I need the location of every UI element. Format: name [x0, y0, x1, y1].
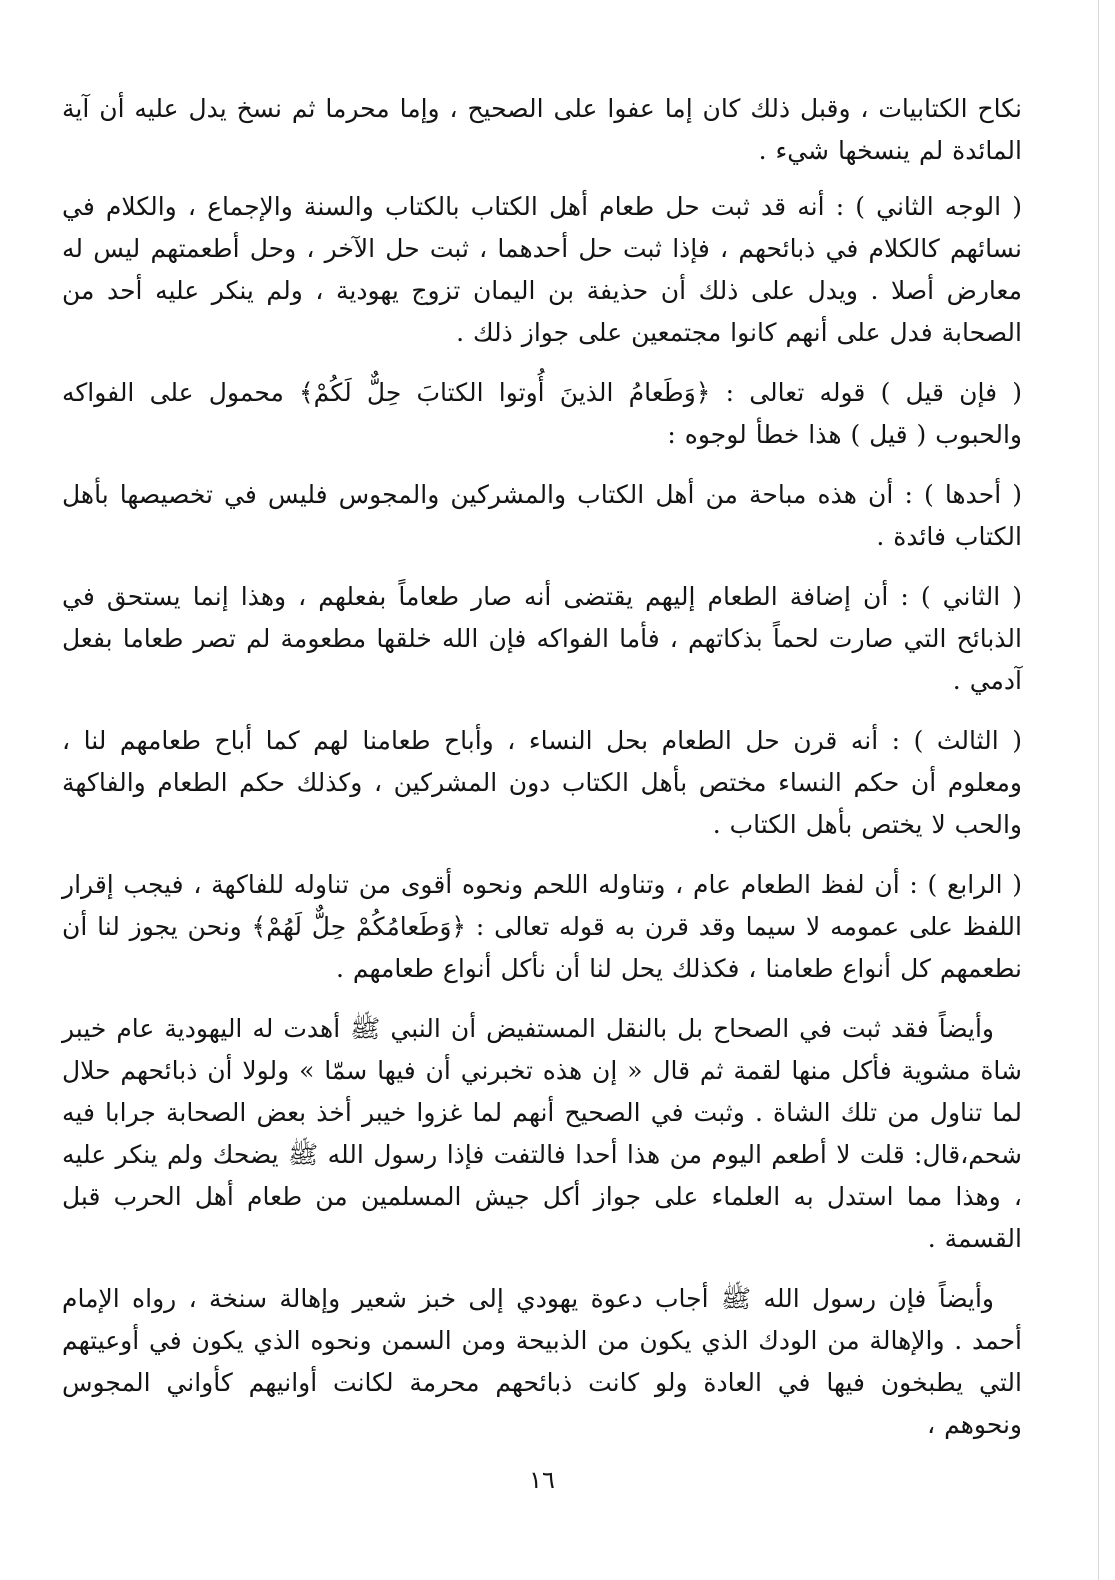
page-number: ١٦ — [529, 1466, 555, 1494]
paragraph-1: نكاح الكتابيات ، وقبل ذلك كان إما عفوا على الصحيح ، وإما محرما ثم نسخ يدل عليه أن آية المائدة لم ينسخها شيء . — [62, 94, 1022, 165]
paragraph-2: ( الوجه الثاني ) : أنه قد ثبت حل طعام أهل الكتاب بالكتاب والسنة والإجماع ، والكلام في نسائهم كالكلام في ذبائحهم ، فإذا ثبت حل أحدهما ، ثبت حل الآخر ، وحل أطعمتهم ليس له معارض أصلا . ويدل على ذلك أن حذيفة بن اليمان تزوج يهودية ، ولم ينكر عليه أحد من الصحابة فدل على أنهم كانوا مجتمعين على جواز ذلك . — [62, 192, 1022, 347]
paragraph-9: وأيضاً فإن رسول الله ﷺ أجاب دعوة يهودي إلى خبز شعير وإهالة سنخة ، رواه الإمام أحمد . والإهالة من الودك الذي يكون من الذبيحة ومن السمن ونحوه الذي يكون في أوعيتهم التي يطبخون فيها في العادة ولو كانت ذبائحهم محرمة لكانت أوانيهم كأواني المجوس ونحوهم ، — [62, 1284, 1022, 1439]
paragraph-5: ( الثاني ) : أن إضافة الطعام إليهم يقتضى أنه صار طعاماً بفعلهم ، وهذا إنما يستحق في الذبائح التي صارت لحماً بذكاتهم ، فأما الفواكه فإن الله خلقها مطعومة لم تصر طعاما بفعل آدمي . — [62, 582, 1022, 695]
paragraph-7: ( الرابع ) : أن لفظ الطعام عام ، وتناوله اللحم ونحوه أقوى من تناوله للفاكهة ، فيجب إقرار اللفظ على عمومه لا سيما وقد قرن به قوله تعالى : ﴿وَطَعامُكُمْ حِلٌّ لَهُمْ﴾ ونحن يجوز لنا أن نطعمهم كل أنواع طعامنا ، فكذلك يحل لنا أن نأكل أنواع طعامهم . — [62, 870, 1022, 983]
scan-edge-line — [1098, 0, 1099, 1580]
paragraph-6: ( الثالث ) : أنه قرن حل الطعام بحل النساء ، وأباح طعامنا لهم كما أباح طعامهم لنا ، ومعلوم أن حكم النساء مختص بأهل الكتاب دون المشركين ، وكذلك حكم الطعام والفاكهة والحب لا يختص بأهل الكتاب . — [62, 726, 1022, 839]
paragraph-8: وأيضاً فقد ثبت في الصحاح بل بالنقل المستفيض أن النبي ﷺ أهدت له اليهودية عام خيبر شاة مشوية فأكل منها لقمة ثم قال « إن هذه تخبرني أن فيها سمّا » ولولا أن ذبائحهم حلال لما تناول من تلك الشاة . وثبت في الصحيح أنهم لما غزوا خيبر أخذ بعض الصحابة جرابا فيه شحم،قال: قلت لا أطعم اليوم من هذا أحدا فالتفت فإذا رسول الله ﷺ يضحك ولم ينكر عليه ، وهذا مما استدل به العلماء على جواز أكل جيش المسلمين من طعام أهل الحرب قبل القسمة . — [62, 1014, 1022, 1253]
document-page — [62, 88, 1022, 1548]
paragraph-4: ( أحدها ) : أن هذه مباحة من أهل الكتاب والمشركين والمجوس فليس في تخصيصها بأهل الكتاب فائدة . — [62, 480, 1022, 551]
paragraph-3: ( فإن قيل ) قوله تعالى : ﴿وَطَعامُ الذينَ أُوتوا الكتابَ حِلٌّ لَكُمْ﴾ محمول على الفواكه والحبوب ( قيل ) هذا خطأ لوجوه : — [62, 378, 1022, 449]
